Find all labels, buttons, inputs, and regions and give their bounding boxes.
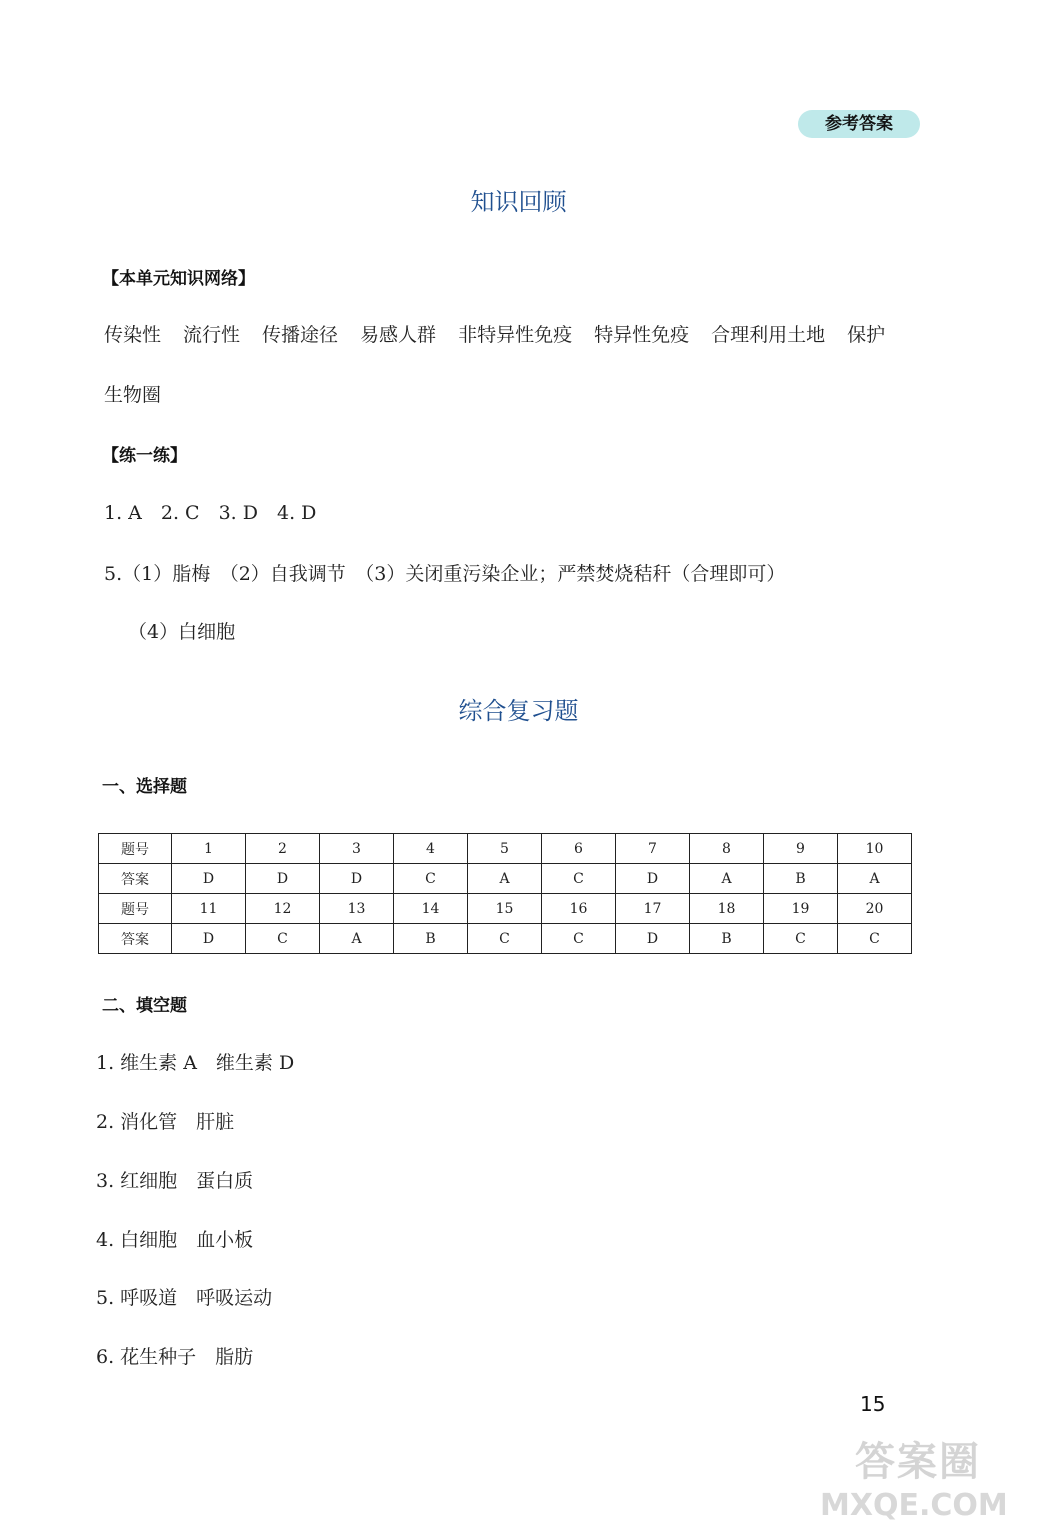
- term: 传染性: [104, 324, 162, 346]
- practice-line-2: 5.（1）脂梅 （2）自我调节 （3）关闭重污染企业；严禁焚烧秸秆（合理即可）: [104, 563, 786, 585]
- table-cell: C: [542, 864, 616, 894]
- table-cell: 答案: [99, 924, 172, 954]
- term: 传播途径: [262, 324, 339, 346]
- table-cell: D: [320, 864, 394, 894]
- table-cell: D: [172, 924, 246, 954]
- table-cell: C: [764, 924, 838, 954]
- term: 非特异性免疫: [458, 324, 573, 346]
- answer-key-badge: 参考答案: [798, 110, 920, 138]
- network-heading: 【本单元知识网络】: [102, 269, 255, 289]
- table-cell: 8: [690, 834, 764, 864]
- table-cell: 7: [616, 834, 690, 864]
- table-cell: A: [690, 864, 764, 894]
- fill-answer: 6. 花生种子 脂肪: [96, 1346, 254, 1368]
- fill-answer: 1. 维生素 A 维生素 D: [96, 1052, 295, 1074]
- table-row: [99, 834, 912, 864]
- table-cell: D: [246, 864, 320, 894]
- table-cell: 11: [172, 894, 246, 924]
- table-cell: 6: [542, 834, 616, 864]
- table-cell: A: [320, 924, 394, 954]
- watermark-url: MXQE.COM: [820, 1488, 1008, 1523]
- table-cell: C: [542, 924, 616, 954]
- table-cell: 16: [542, 894, 616, 924]
- table-cell: A: [838, 864, 912, 894]
- network-terms-continued: 生物圈: [104, 384, 162, 406]
- network-terms: [104, 320, 907, 347]
- table-cell: 3: [320, 834, 394, 864]
- term: 保护: [847, 324, 886, 346]
- table-cell: 9: [764, 834, 838, 864]
- table-cell: 答案: [99, 864, 172, 894]
- table-cell: D: [172, 864, 246, 894]
- table-cell: 14: [394, 894, 468, 924]
- fill-answer: 4. 白细胞 血小板: [96, 1229, 254, 1251]
- table-cell: 12: [246, 894, 320, 924]
- table-cell: 4: [394, 834, 468, 864]
- table-cell: 15: [468, 894, 542, 924]
- fill-answer: 3. 红细胞 蛋白质: [96, 1170, 254, 1192]
- section-title-review: 知识回顾: [470, 188, 567, 216]
- table-cell: C: [838, 924, 912, 954]
- table-cell: 13: [320, 894, 394, 924]
- fill-answer: 5. 呼吸道 呼吸运动: [96, 1287, 273, 1309]
- table-cell: B: [764, 864, 838, 894]
- practice-line-3: （4）白细胞: [128, 621, 236, 643]
- table-cell: 18: [690, 894, 764, 924]
- table-cell: 17: [616, 894, 690, 924]
- table-cell: B: [690, 924, 764, 954]
- term: 合理利用土地: [711, 324, 826, 346]
- table-cell: 题号: [99, 834, 172, 864]
- table-cell: 2: [246, 834, 320, 864]
- watermark-logo: 答案圈: [855, 1439, 981, 1485]
- fill-answer: 2. 消化管 肝脏: [96, 1111, 235, 1133]
- choice-heading: 一、选择题: [102, 777, 187, 797]
- table-cell: D: [616, 864, 690, 894]
- term: 流行性: [183, 324, 241, 346]
- table-cell: D: [616, 924, 690, 954]
- table-cell: C: [394, 864, 468, 894]
- table-cell: C: [468, 924, 542, 954]
- fill-heading: 二、填空题: [102, 996, 187, 1016]
- table-row: [99, 864, 912, 894]
- table-row: [99, 924, 912, 954]
- table-cell: 19: [764, 894, 838, 924]
- table-cell: 1: [172, 834, 246, 864]
- table-cell: B: [394, 924, 468, 954]
- term: 特异性免疫: [594, 324, 690, 346]
- table-row: [99, 894, 912, 924]
- section-title-comprehensive: 综合复习题: [458, 697, 579, 725]
- table-cell: C: [246, 924, 320, 954]
- table-cell: 题号: [99, 894, 172, 924]
- table-cell: 20: [838, 894, 912, 924]
- table-cell: 10: [838, 834, 912, 864]
- page-number: 15: [860, 1392, 886, 1416]
- practice-heading: 【练一练】: [102, 446, 187, 466]
- answer-table: [98, 833, 912, 954]
- table-cell: 5: [468, 834, 542, 864]
- table-cell: A: [468, 864, 542, 894]
- term: 易感人群: [360, 324, 437, 346]
- practice-line-1: 1. A 2. C 3. D 4. D: [104, 502, 317, 524]
